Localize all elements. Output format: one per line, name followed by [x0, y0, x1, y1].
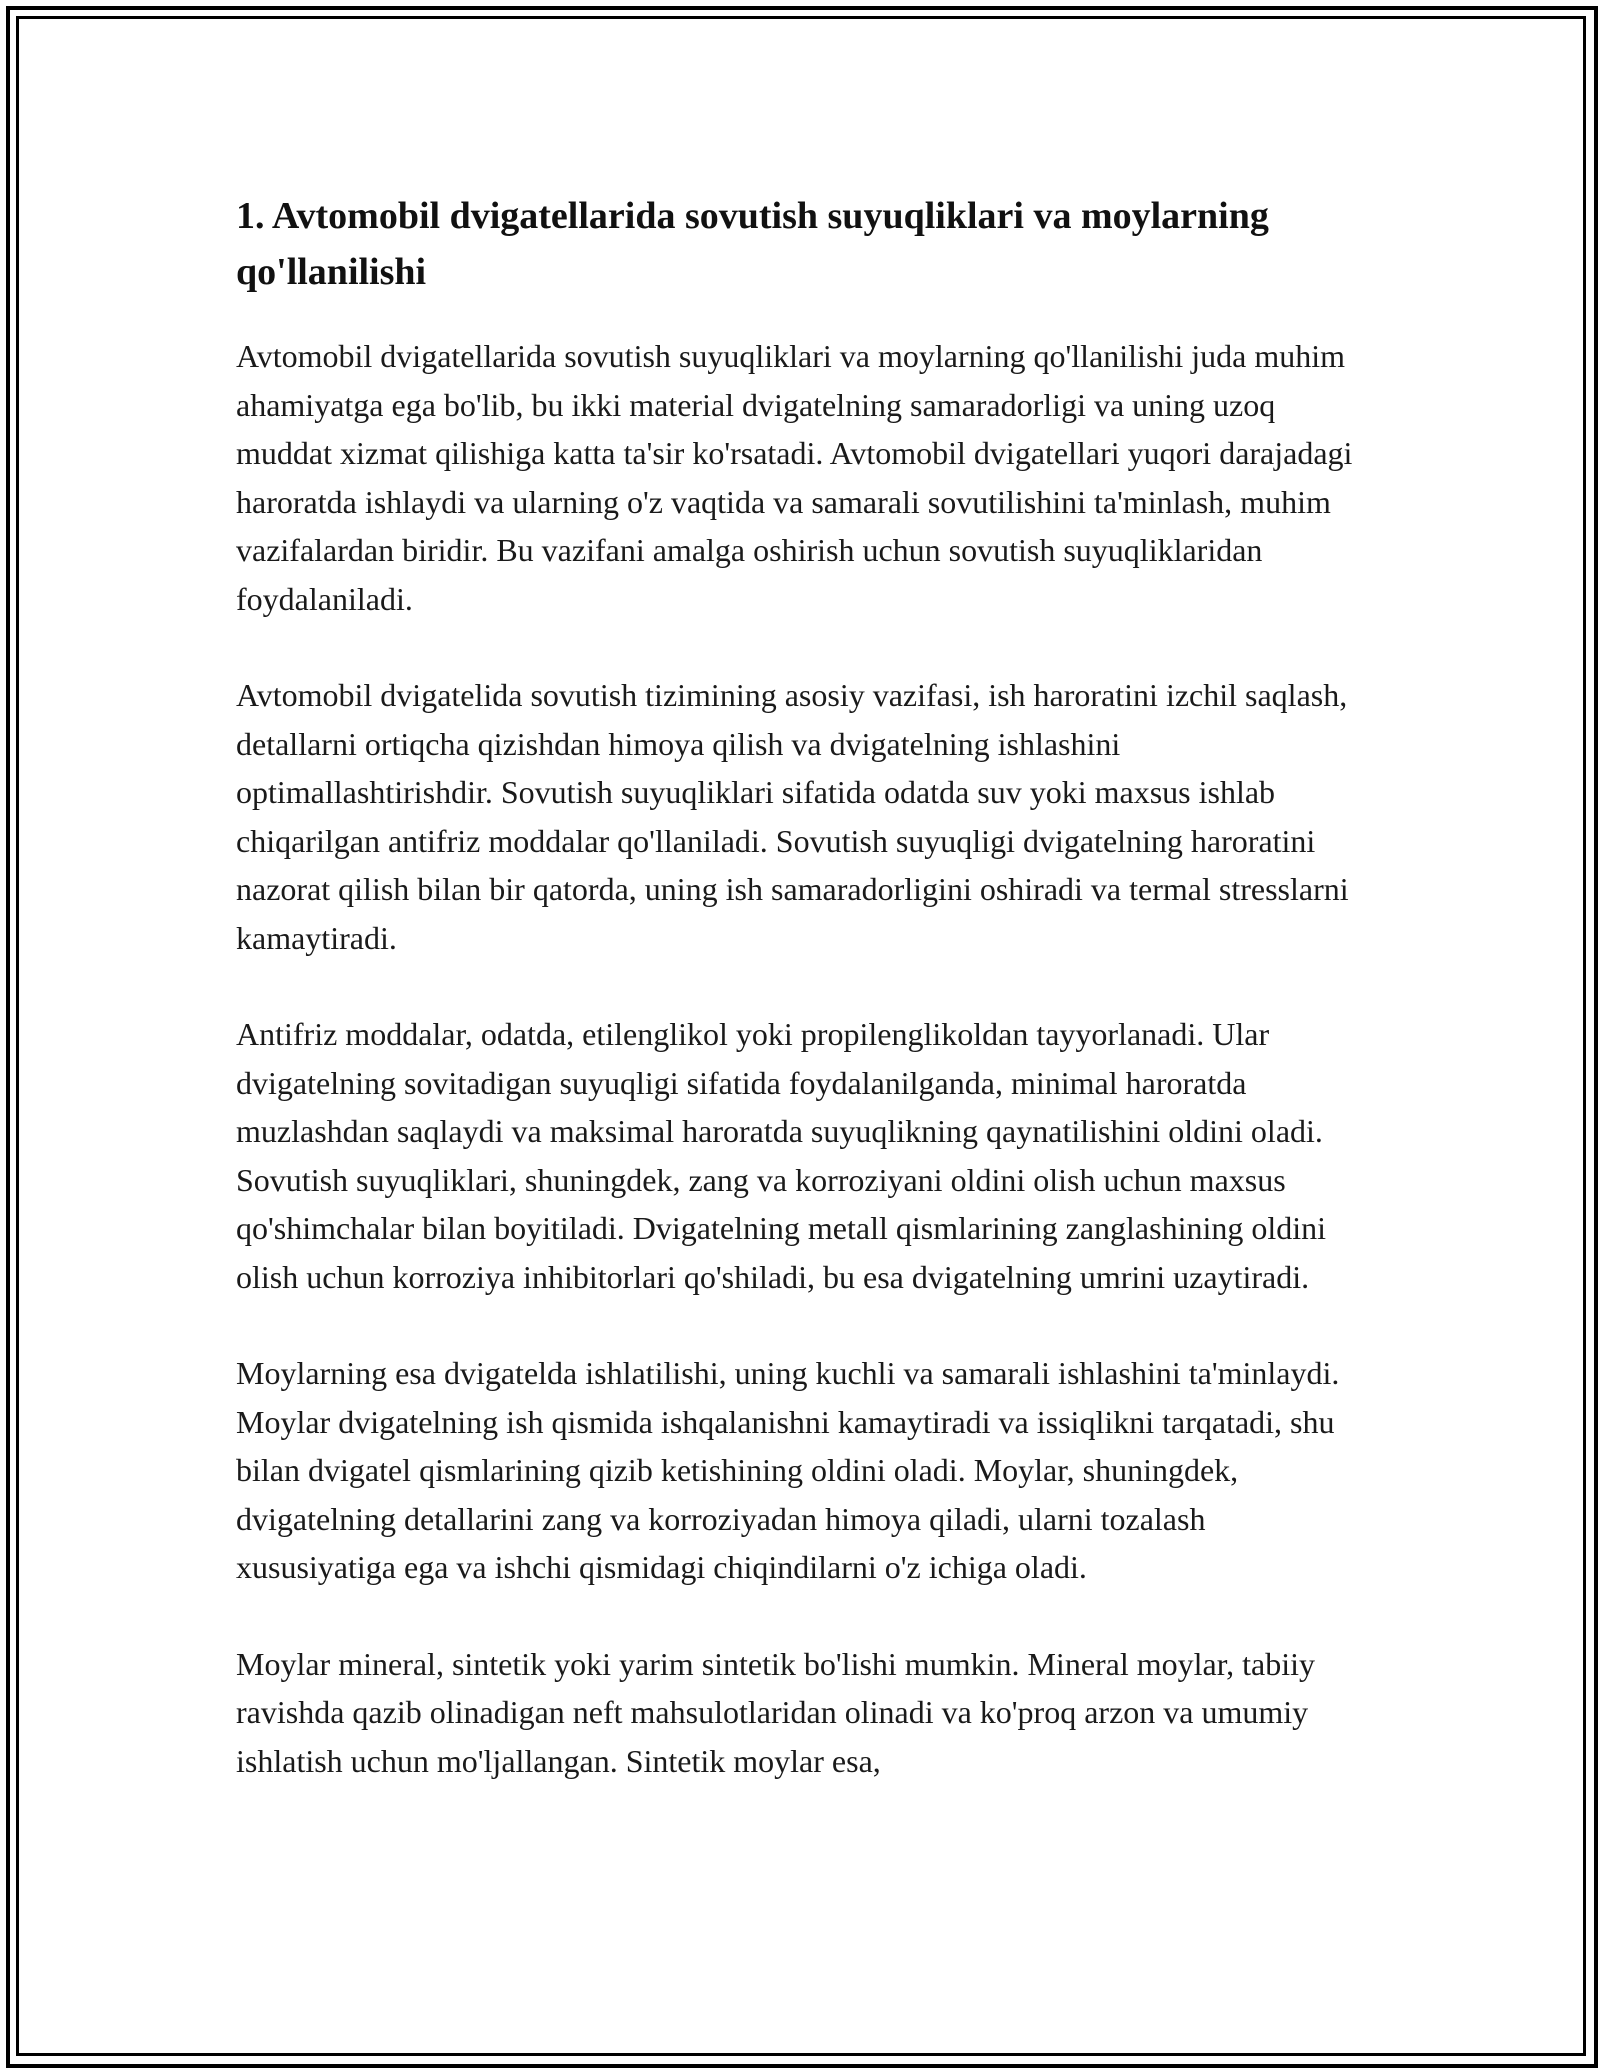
paragraph-5: Moylar mineral, sintetik yoki yarim sintetik bo'lishi mumkin. Mineral moylar, tabiiy ravishda qazib olinadigan neft mahsulotlaridan olinadi va ko'proq arzon va umumiy ishlatish uchun mo'ljallangan. Sintetik moylar esa, — [236, 1645, 1315, 1779]
document-body — [236, 188, 1366, 1833]
section-title: 1. Avtomobil dvigatellarida sovutish suyuqliklari va moylarning qo'llanilishi — [236, 195, 1269, 293]
paragraph-3: Antifriz moddalar, odatda, etilenglikol yoki propilenglikoldan tayyorlanadi. Ular dvigatelning sovitadigan suyuqligi sifatida foydalanilganda, minimal haroratda muzlashdan saqlaydi va maksimal haroratda suyuqlikning qaynatilishini oldini oladi. Sovutish suyuqliklari, shuningdek, zang va korroziyani oldini olish uchun maxsus qo'shimchalar bilan boyitiladi. Dvigatelning metall qismlarining zanglashining oldini olish uchun korroziya inhibitorlari qo'shiladi, bu esa dvigatelning umrini uzaytiradi. — [236, 1016, 1327, 1295]
paragraph-1: Avtomobil dvigatellarida sovutish suyuqliklari va moylarning qo'llanilishi juda muhim ahamiyatga ega bo'lib, bu ikki material dvigatelning samaradorligi va uning uzoq muddat xizmat qilishiga katta ta'sir ko'rsatadi. Avtomobil dvigatellari yuqori darajadagi haroratda ishlaydi va ularning o'z vaqtida va samarali sovutilishini ta'minlash, muhim vazifalardan biridir. Bu vazifani amalga oshirish uchun sovutish suyuqliklaridan foydalaniladi. — [236, 338, 1353, 617]
paragraph-2: Avtomobil dvigatelida sovutish tizimining asosiy vazifasi, ish haroratini izchil saqlash, detallarni ortiqcha qizishdan himoya qilish va dvigatelning ishlashini optimallashtirishdir. Sovutish suyuqliklari sifatida odatda suv yoki maxsus ishlab chiqarilgan antifriz moddalar qo'llaniladi. Sovutish suyuqligi dvigatelning haroratini nazorat qilish bilan bir qatorda, uning ish samaradorligini oshiradi va termal stresslarni kamaytiradi. — [236, 677, 1349, 956]
paragraph-4: Moylarning esa dvigatelda ishlatilishi, uning kuchli va samarali ishlashini ta'minlaydi. Moylar dvigatelning ish qismida ishqalanishni kamaytiradi va issiqlikni tarqatadi, shu bilan dvigatel qismlarining qizib ketishining oldini oladi. Moylar, shuningdek, dvigatelning detallarini zang va korroziyadan himoya qiladi, ularni tozalash xususiyatiga ega va ishchi qismidagi chiqindilarni o'z ichiga oladi. — [236, 1355, 1340, 1585]
